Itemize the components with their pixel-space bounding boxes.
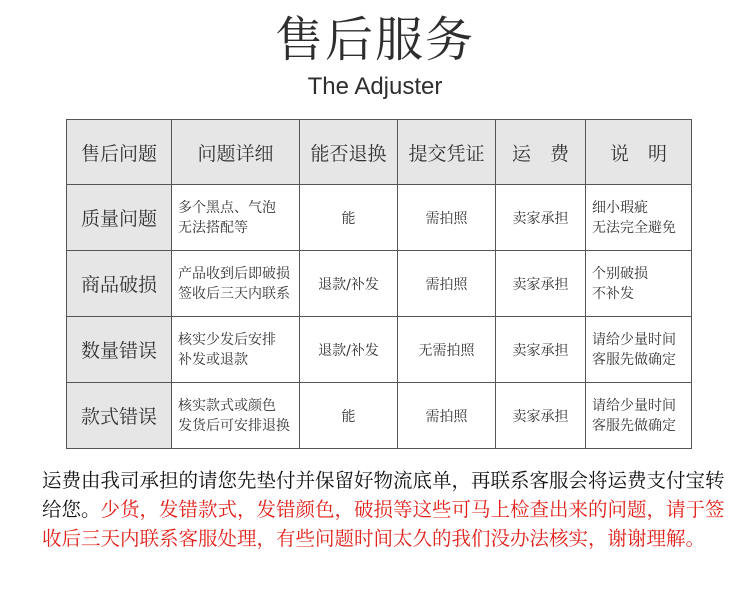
notice-text: 运费由我司承担的请您先垫付并保留好物流底单，再联系客服会将运费支付宝转给您。 [42,469,725,521]
detail-cell [172,317,300,383]
note-line: 客服先做确定 [592,351,676,368]
detail-cell [172,185,300,251]
note-line: 客服先做确定 [592,417,676,434]
returnable-cell: 退款/补发 [300,251,398,317]
detail-line: 多个黑点、气泡 [178,199,276,216]
page-title: 售后服务 [274,12,475,68]
after-sales-table [66,119,692,449]
notice-warning-text: 少货，发错款式，发错颜色，破损等这些可马上检查出来的问题，请于签收后三天内联系客服处理，有些问题时间太久的我们没办法核实，谢谢理解。 [42,498,725,550]
table-row [67,185,692,251]
note-line: 请给少量时间 [592,397,676,414]
proof-cell: 无需拍照 [398,317,496,383]
returnable-cell: 退款/补发 [300,317,398,383]
note-line: 无法完全避免 [592,219,676,236]
detail-line: 产品收到后即破损 [178,265,290,282]
detail-line: 发货后可安排退换 [178,417,290,434]
column-header: 提交凭证 [398,120,496,185]
table-row [67,251,692,317]
note-cell [586,251,692,317]
shipping-cell: 卖家承担 [496,185,586,251]
column-header: 问题详细 [172,120,300,185]
note-cell [586,383,692,449]
shipping-cell: 卖家承担 [496,251,586,317]
shipping-cell: 卖家承担 [496,317,586,383]
note-cell [586,317,692,383]
detail-line: 核实款式或颜色 [178,397,276,414]
note-line: 个别破损 [592,265,648,282]
note-cell [586,185,692,251]
table-header-row [67,120,692,185]
shipping-cell: 卖家承担 [496,383,586,449]
page-subtitle: The Adjuster [307,73,443,100]
returnable-cell: 能 [300,383,398,449]
proof-cell: 需拍照 [398,251,496,317]
returnable-cell: 能 [300,185,398,251]
detail-line: 签收后三天内联系 [178,285,290,302]
detail-line: 补发或退款 [178,351,248,368]
column-header: 能否退换 [300,120,398,185]
table-row [67,317,692,383]
issue-cell: 款式错误 [67,383,172,449]
proof-cell: 需拍照 [398,383,496,449]
note-line: 细小瑕疵 [592,199,648,216]
detail-cell [172,251,300,317]
issue-cell: 质量问题 [67,185,172,251]
detail-line: 核实少发后安排 [178,331,276,348]
column-header: 售后问题 [67,120,172,185]
column-header: 运 费 [496,120,586,185]
proof-cell: 需拍照 [398,185,496,251]
detail-cell [172,383,300,449]
column-header: 说 明 [586,120,692,185]
issue-cell: 数量错误 [67,317,172,383]
shipping-notice [42,466,742,553]
note-line: 不补发 [592,285,634,302]
detail-line: 无法搭配等 [178,219,248,236]
table-row [67,383,692,449]
issue-cell: 商品破损 [67,251,172,317]
note-line: 请给少量时间 [592,331,676,348]
